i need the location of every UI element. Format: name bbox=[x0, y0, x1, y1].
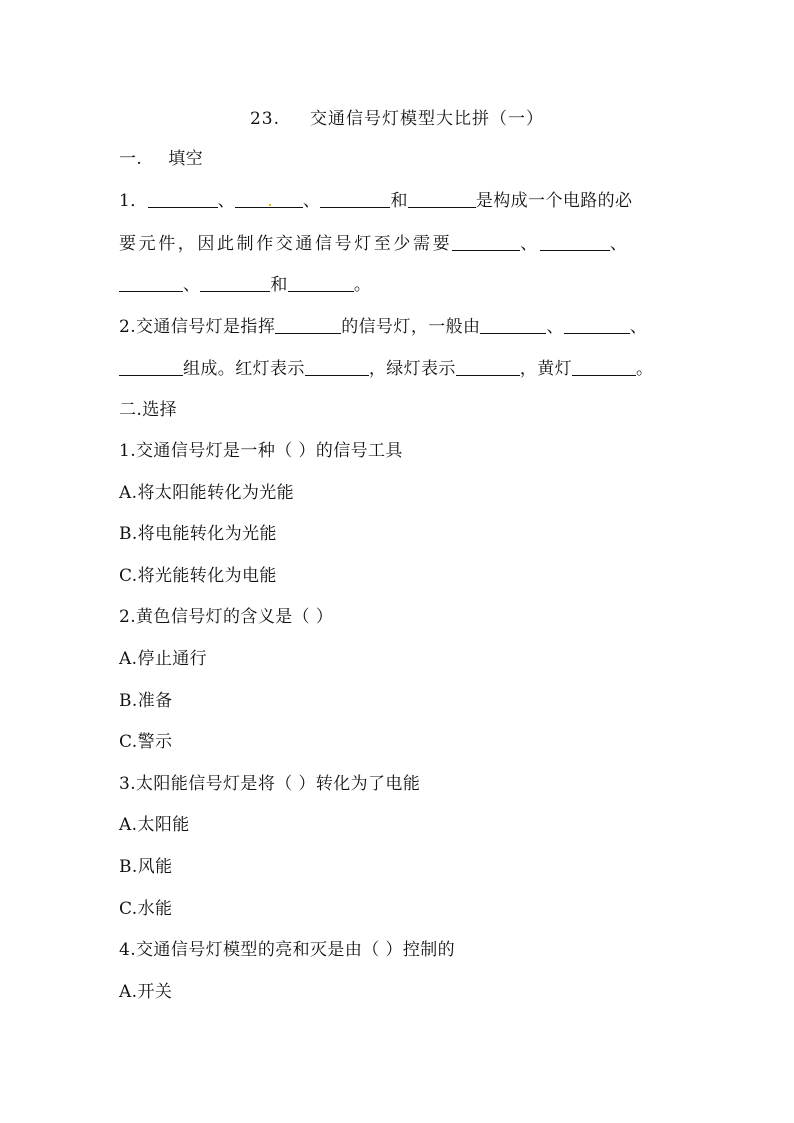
answer-blank[interactable] bbox=[148, 191, 218, 208]
answer-blank[interactable] bbox=[408, 191, 476, 208]
separator: 、 bbox=[629, 317, 648, 337]
question-text: 的信号灯，一般由 bbox=[341, 317, 481, 337]
answer-blank[interactable] bbox=[480, 317, 546, 334]
answer-blank[interactable] bbox=[305, 359, 369, 376]
choice-option[interactable]: B.风能 bbox=[119, 857, 173, 877]
separator: 、 bbox=[217, 191, 236, 211]
section-label: 一. bbox=[119, 149, 143, 169]
question-text: 要元件，因此制作交通信号灯至少需要 bbox=[119, 234, 453, 254]
conjunction: 和 bbox=[270, 275, 288, 295]
question-text: 2.交通信号灯是指挥 bbox=[119, 317, 276, 337]
question-text: 是构成一个电路的必 bbox=[475, 191, 633, 211]
choice-option[interactable]: A.开关 bbox=[119, 982, 173, 1002]
question-text: 组成。红灯表示 bbox=[183, 359, 305, 379]
choice-question-3: 3.太阳能信号灯是将（ ）转化为了电能 bbox=[119, 774, 421, 794]
period: 。 bbox=[636, 359, 654, 379]
section-title: 二.选择 bbox=[119, 400, 178, 420]
answer-blank[interactable] bbox=[288, 275, 354, 292]
mark-dot bbox=[269, 204, 271, 206]
section-heading-fill bbox=[119, 148, 203, 170]
choice-option[interactable]: C.水能 bbox=[119, 899, 173, 919]
fill-question-2-line-1 bbox=[119, 316, 647, 338]
title-text: 交通信号灯模型大比拼（一） bbox=[310, 109, 545, 129]
choice-option[interactable]: A.太阳能 bbox=[119, 815, 190, 835]
choice-option[interactable]: A.将太阳能转化为光能 bbox=[119, 483, 295, 503]
section-heading-choice bbox=[119, 399, 177, 421]
choice-option[interactable]: C.将光能转化为电能 bbox=[119, 566, 277, 586]
answer-blank[interactable] bbox=[119, 359, 183, 376]
period: 。 bbox=[353, 275, 372, 295]
answer-blank[interactable] bbox=[452, 234, 520, 251]
fill-question-1-line-3 bbox=[119, 274, 371, 296]
fill-question-1-line-2 bbox=[119, 233, 629, 255]
answer-blank[interactable] bbox=[572, 359, 636, 376]
answer-blank[interactable] bbox=[119, 275, 183, 292]
answer-blank[interactable] bbox=[200, 275, 270, 292]
question-number: 1． bbox=[119, 191, 148, 211]
separator: 、 bbox=[303, 191, 321, 211]
choice-question-2: 2.黄色信号灯的含义是（ ） bbox=[119, 607, 334, 627]
answer-blank[interactable] bbox=[564, 317, 630, 334]
answer-blank[interactable] bbox=[320, 191, 390, 208]
title-number: 23. bbox=[249, 109, 281, 129]
answer-blank[interactable] bbox=[456, 359, 520, 376]
question-text: ，绿灯表示 bbox=[368, 359, 456, 379]
choice-question-1: 1.交通信号灯是一种（ ）的信号工具 bbox=[119, 441, 403, 461]
answer-blank[interactable] bbox=[540, 234, 610, 251]
fill-question-2-line-2 bbox=[119, 358, 653, 380]
section-title: 填空 bbox=[168, 149, 204, 169]
answer-blank[interactable] bbox=[275, 317, 341, 334]
separator: 、 bbox=[183, 275, 201, 295]
choice-option[interactable]: B.准备 bbox=[119, 691, 173, 711]
separator: 、 bbox=[520, 234, 540, 254]
separator: 、 bbox=[609, 234, 630, 254]
page-title bbox=[0, 104, 794, 129]
choice-option[interactable]: A.停止通行 bbox=[119, 649, 208, 669]
choice-option[interactable]: B.将电能转化为光能 bbox=[119, 524, 277, 544]
fill-question-1-line-1 bbox=[119, 190, 632, 212]
choice-question-4: 4.交通信号灯模型的亮和灭是由（ ）控制的 bbox=[119, 940, 456, 960]
conjunction: 和 bbox=[390, 191, 408, 211]
question-text: ，黄灯 bbox=[519, 359, 573, 379]
choice-option[interactable]: C.警示 bbox=[119, 732, 173, 752]
separator: 、 bbox=[546, 317, 564, 337]
